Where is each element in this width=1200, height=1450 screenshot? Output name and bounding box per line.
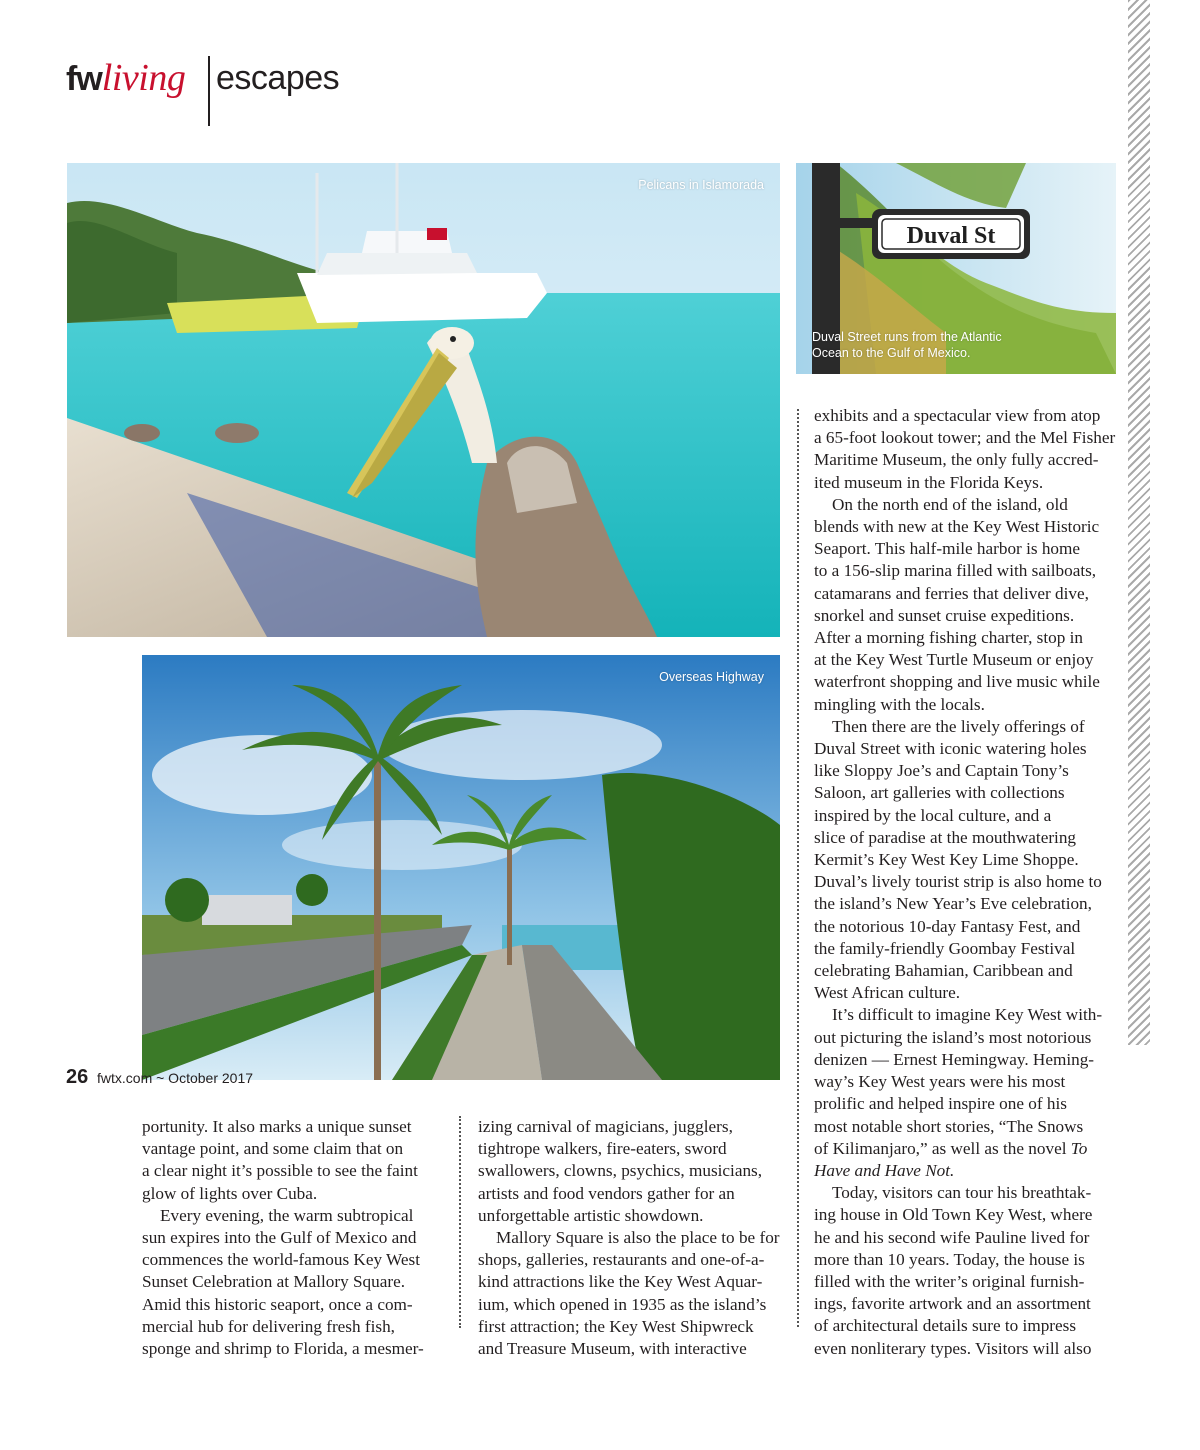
page-number: 26 [66, 1066, 89, 1088]
text-line: mingling with the locals. [814, 694, 985, 714]
header-divider [208, 56, 210, 126]
text-line: sponge and shrimp to Florida, a mesmer- [142, 1339, 424, 1359]
photo-duval-street [796, 163, 1116, 374]
article-column-2 [478, 1116, 783, 1360]
text-line: and Treasure Museum, with interactive [478, 1339, 747, 1359]
text-line: filled with the writer’s original furnish- [814, 1271, 1085, 1291]
text-line: After a morning fishing charter, stop in [814, 628, 1083, 648]
text-line: It’s difficult to imagine Key West with- [832, 1005, 1103, 1025]
text-line: he and his second wife Pauline lived for [814, 1227, 1090, 1247]
text-line: ited museum in the Florida Keys. [814, 472, 1044, 492]
text-line: swallowers, clowns, psychics, musicians, [478, 1161, 763, 1181]
decorative-edge-border [1128, 0, 1150, 1045]
text-line: Amid this historic seaport, once a com- [142, 1294, 413, 1314]
text-line: the notorious 10-day Fantasy Fest, and [814, 916, 1081, 936]
footer-text: fwtx.com ~ October 2017 [97, 1070, 254, 1086]
text-line: vantage point, and some claim that on [142, 1139, 404, 1159]
brand-logo [66, 56, 185, 100]
text-line: to a 156-slip marina filled with sailboats, [814, 561, 1097, 581]
text-line: Duval Street with iconic watering holes [814, 739, 1087, 759]
photo-caption-highway: Overseas Highway [659, 670, 764, 684]
pelican-photo-illustration [67, 163, 780, 637]
text-line: unforgettable artistic showdown. [478, 1205, 704, 1225]
text-line: On the north end of the island, old [832, 494, 1068, 514]
text-line: ing house in Old Town Key West, where [814, 1205, 1093, 1225]
text-line: most notable short stories, “The Snows [814, 1116, 1084, 1136]
section-title: escapes [216, 59, 340, 97]
column-rule-2 [797, 409, 799, 1327]
text-line: catamarans and ferries that deliver dive, [814, 583, 1089, 603]
column-rule-1 [459, 1116, 461, 1328]
brand-fw: fw [66, 60, 102, 98]
text-line: shops, galleries, restaurants and one-of-a- [478, 1250, 765, 1270]
text-line: blends with new at the Key West Historic [814, 517, 1100, 537]
text-line: ium, which opened in 1935 as the island’s [478, 1294, 767, 1314]
text-line: of architectural details sure to impress [814, 1316, 1077, 1336]
text-line: celebrating Bahamian, Caribbean and [814, 961, 1073, 981]
text-line: Mallory Square is also the place to be for [496, 1228, 780, 1248]
text-line: artists and food vendors gather for an [478, 1183, 735, 1203]
duval-sign-text: Duval St [906, 223, 996, 249]
text-line: at the Key West Turtle Museum or enjoy [814, 650, 1094, 670]
text-line: Today, visitors can tour his breathtak- [832, 1183, 1092, 1203]
text-line: slice of paradise at the mouthwatering [814, 827, 1077, 847]
text-line: Saloon, art galleries with collections [814, 783, 1065, 803]
article-column-3 [814, 405, 1119, 1360]
photo-pelicans [67, 163, 780, 637]
highway-illustration [142, 655, 780, 1080]
text-line: kind attractions like the Key West Aquar- [478, 1272, 763, 1292]
photo-overseas-highway [142, 655, 780, 1080]
text-line: Maritime Museum, the only fully accred- [814, 450, 1099, 470]
text-line: ings, favorite artwork and an assortment [814, 1294, 1091, 1314]
text-line: commences the world-famous Key West [142, 1250, 420, 1270]
text-line: glow of lights over Cuba. [142, 1183, 318, 1203]
novel-title-start: To [1070, 1138, 1088, 1158]
text-line: West African culture. [814, 983, 961, 1003]
text-line: sun expires into the Gulf of Mexico and [142, 1228, 417, 1248]
text-line: tightrope walkers, fire-eaters, sword [478, 1139, 727, 1159]
text-line: the island’s New Year’s Eve celebration, [814, 894, 1092, 914]
brand-living: living [101, 57, 186, 99]
text-line: a 65-foot lookout tower; and the Mel Fisher [814, 428, 1116, 448]
text-line: prolific and helped inspire one of his [814, 1094, 1067, 1114]
text-line: portunity. It also marks a unique sunset [142, 1117, 412, 1136]
text-line: more than 10 years. Today, the house is [814, 1249, 1085, 1269]
photo-caption-pelicans: Pelicans in Islamorada [638, 178, 764, 192]
text-line: first attraction; the Key West Shipwreck [478, 1316, 754, 1336]
text-line: even nonliterary types. Visitors will also [814, 1338, 1092, 1358]
text-line: Sunset Celebration at Mallory Square. [142, 1272, 406, 1292]
photo-caption-duval: Duval Street runs from the Atlantic Ocean to the Gulf of Mexico. [812, 330, 1002, 360]
text-line: waterfront shopping and live music while [814, 672, 1100, 692]
text-line: Duval’s lively tourist strip is also home to [814, 872, 1102, 892]
text-line: like Sloppy Joe’s and Captain Tony’s [814, 761, 1069, 781]
article-column-1 [142, 1116, 450, 1360]
text-line: out picturing the island’s most notorious [814, 1027, 1092, 1047]
text-line: Kermit’s Key West Key Lime Shoppe. [814, 850, 1079, 870]
text-line: the family-friendly Goombay Festival [814, 938, 1076, 958]
text-line: mercial hub for delivering fresh fish, [142, 1316, 395, 1336]
text-line: inspired by the local culture, and a [814, 805, 1052, 825]
text-line: izing carnival of magicians, jugglers, [478, 1117, 733, 1136]
text-line: snorkel and sunset cruise expeditions. [814, 605, 1075, 625]
text-line [814, 1160, 1119, 1182]
text-line: Then there are the lively offerings of [832, 716, 1085, 736]
text-line: Every evening, the warm subtropical [160, 1205, 414, 1225]
text-line: of Kilimanjaro,” as well as the novel To [814, 1138, 1088, 1158]
text-line: exhibits and a spectacular view from atop [814, 406, 1101, 425]
novel-title: Have and Have Not. [814, 1160, 955, 1180]
text-line: way’s Key West years were his most [814, 1072, 1066, 1092]
text-line: denizen — Ernest Hemingway. Heming- [814, 1049, 1095, 1069]
text-line: a clear night it’s possible to see the faint [142, 1161, 418, 1181]
text-line: Seaport. This half-mile harbor is home [814, 539, 1081, 559]
